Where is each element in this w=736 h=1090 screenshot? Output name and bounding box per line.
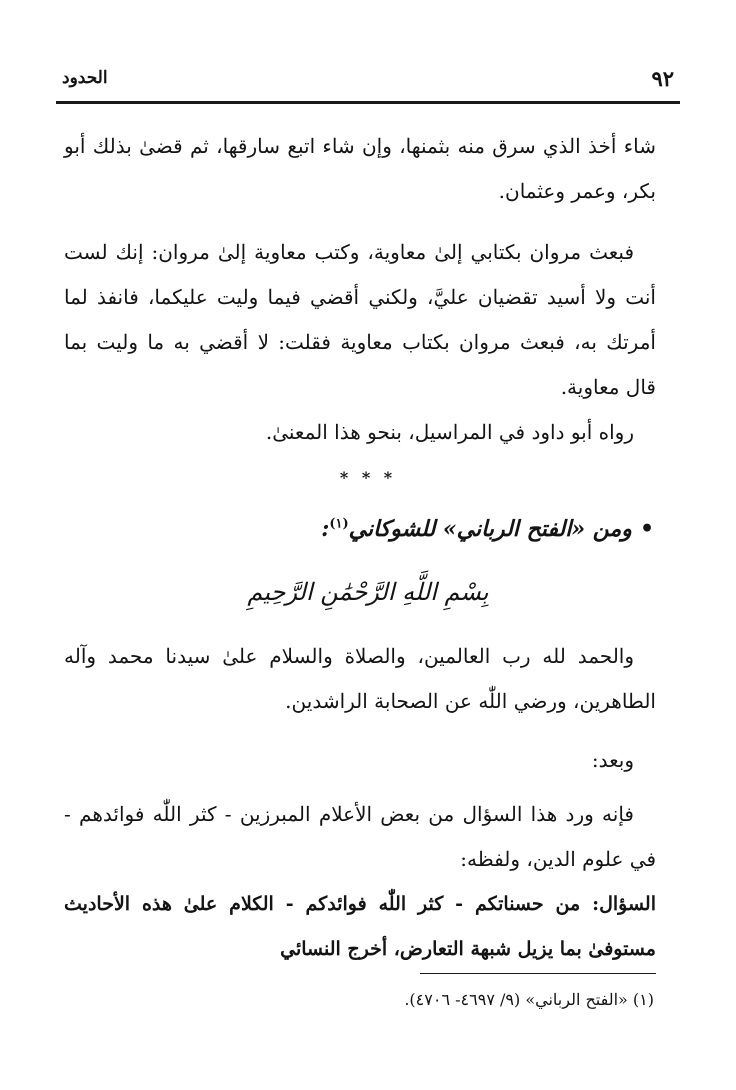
footnote: (١) «الفتح الرباني» (٩/ ٤٦٩٧- ٤٧٠٦). <box>404 990 654 1009</box>
footnote-reference: (١) <box>329 516 349 532</box>
footnote-divider <box>420 973 656 974</box>
chapter-title: الحدود <box>62 68 108 88</box>
paragraph-5: وبعد: <box>591 748 634 772</box>
basmala: بِسْمِ اللَّهِ الرَّحْمَٰنِ الرَّحِيمِ <box>247 578 489 606</box>
paragraph-4: والحمد لله رب العالمين، والصلاة والسلام علىٰ سيدنا محمد وآله الطاهرين، ورضي اللّٰه عن الصحابة الراشدين. <box>64 644 656 713</box>
page-header <box>62 66 674 96</box>
source-heading-text: ومن «الفتح الرباني» للشوكاني <box>348 516 632 542</box>
paragraph-6: فإنه ورد هذا السؤال من بعض الأعلام المبرزين - كثر اللّٰه فوائدهم - في علوم الدين، ولفظه: <box>64 802 656 871</box>
page-number: ٩٢ <box>651 66 674 91</box>
paragraph-1: شاء أخذ الذي سرق منه بثمنها، وإن شاء اتبع سارقها، ثم قضىٰ بذلك أبو بكر، وعمر وعثمان. <box>64 134 656 203</box>
paragraph-2: فبعث مروان بكتابي إلىٰ معاوية، وكتب معاوية إلىٰ مروان: إنك لست أنت ولا أسيد تقضيان عليَّ، ولكني أقضي فيما وليت عليكما، فانفذ لما أمرتك به، فبعث مروان بكتاب معاوية فقلت: لا أقضي به ما وليت بما قال معاوية. <box>64 240 656 399</box>
header-divider <box>56 101 680 104</box>
bullet-icon: • <box>639 516 654 542</box>
question-paragraph: السؤال: من حسناتكم - كثر اللّٰه فوائدكم - الكلام علىٰ هذه الأحاديث مستوفىٰ بما يزيل شبهة التعارض، أخرج النسائي <box>64 893 656 960</box>
section-separator: * * * <box>339 468 397 487</box>
paragraph-3: رواه أبو داود في المراسيل، بنحو هذا المعنىٰ. <box>265 420 634 444</box>
source-heading-colon: : <box>321 516 330 542</box>
source-heading <box>321 516 654 542</box>
